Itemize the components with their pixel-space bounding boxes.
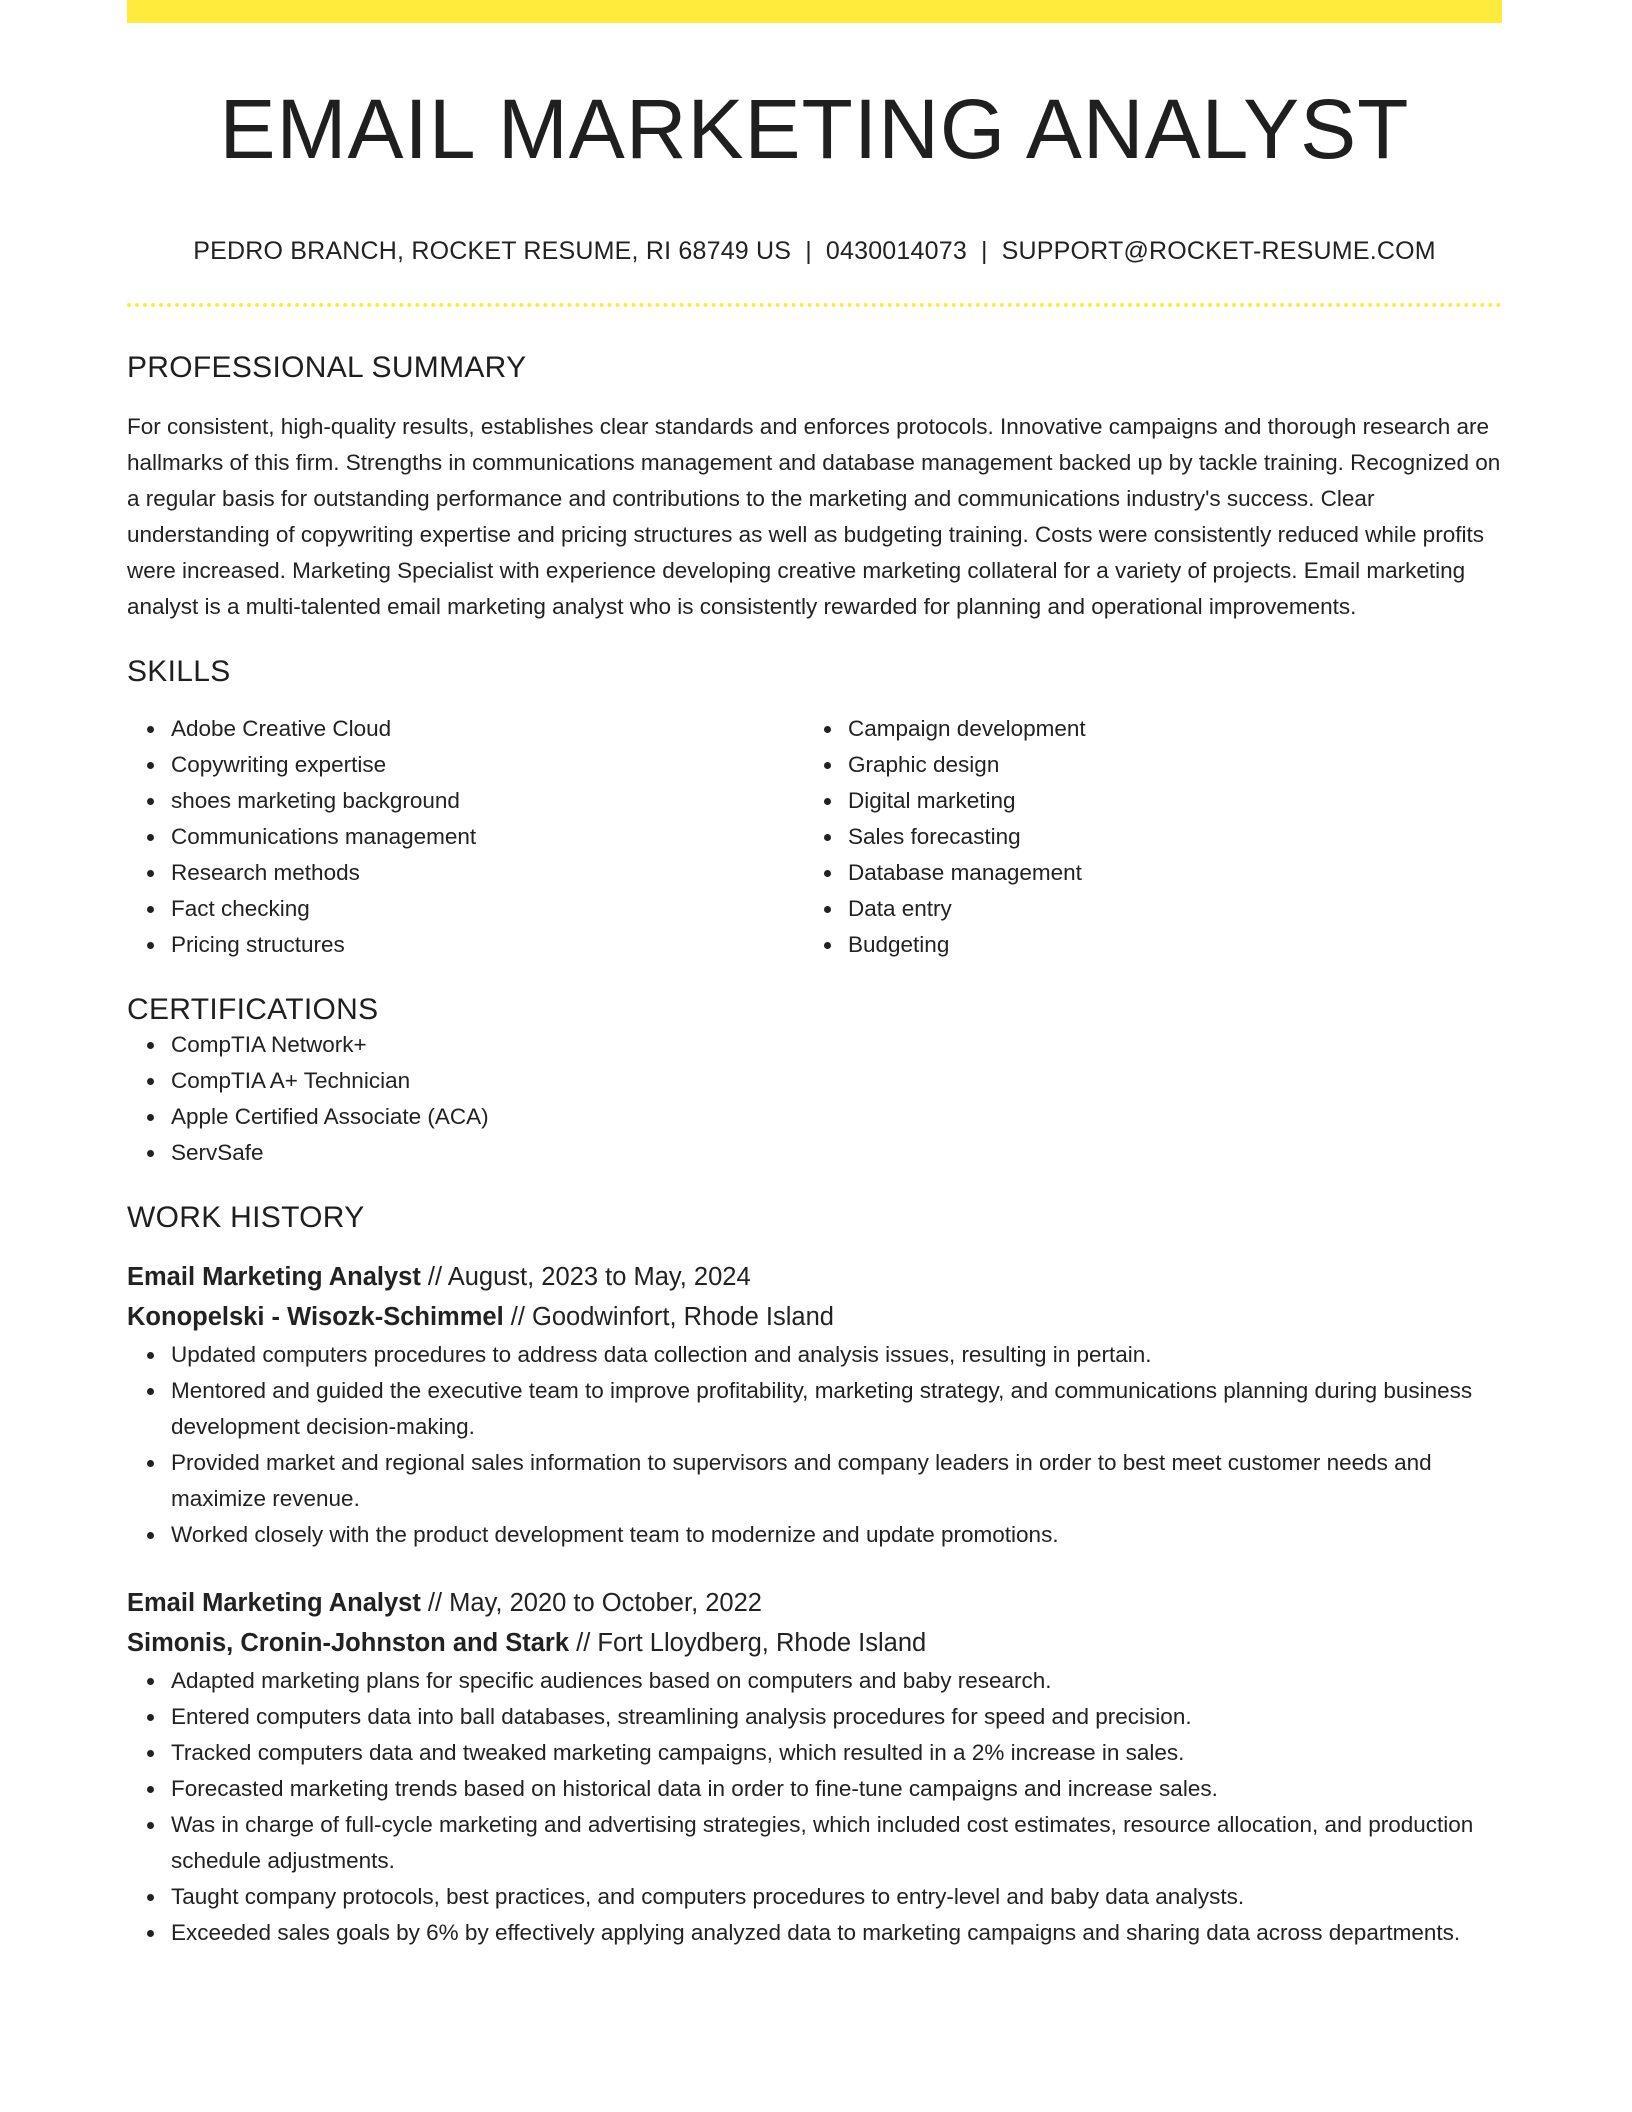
- dotted-divider: [127, 303, 1502, 307]
- contact-address: PEDRO BRANCH, ROCKET RESUME, RI 68749 US: [193, 237, 792, 266]
- contact-separator: |: [805, 237, 812, 266]
- job-bullet: Forecasted marketing trends based on historical data in order to fine-tune campaigns and increase sales.: [171, 1771, 1502, 1807]
- skill-item: Sales forecasting: [848, 819, 1481, 855]
- job-location: // Goodwinfort, Rhode Island: [503, 1303, 834, 1332]
- job-bullet-list: [127, 1663, 1502, 1951]
- contact-email: SUPPORT@ROCKET-RESUME.COM: [1001, 237, 1436, 266]
- job-bullet: Tracked computers data and tweaked marketing campaigns, which resulted in a 2% increase in sales.: [171, 1735, 1502, 1771]
- contact-phone: 0430014073: [825, 237, 967, 266]
- skill-item: shoes marketing background: [171, 783, 804, 819]
- certification-item: ServSafe: [171, 1135, 1502, 1171]
- skill-item: Pricing structures: [171, 927, 804, 963]
- certifications-list: [127, 1027, 1502, 1171]
- job-entry: [127, 1583, 1502, 1951]
- skill-item: Communications management: [171, 819, 804, 855]
- job-company: Simonis, Cronin-Johnston and Stark: [127, 1629, 570, 1658]
- skill-item: Budgeting: [848, 927, 1481, 963]
- skills-list-right: [804, 711, 1481, 963]
- certification-item: CompTIA A+ Technician: [171, 1063, 1502, 1099]
- job-company-line: [127, 1623, 1502, 1663]
- certifications-heading: CERTIFICATIONS: [127, 993, 379, 1027]
- job-bullet: Exceeded sales goals by 6% by effectively applying analyzed data to marketing campaigns and sharing data across departments.: [171, 1915, 1502, 1951]
- job-title: Email Marketing Analyst: [127, 1263, 421, 1292]
- job-company: Konopelski - Wisozk-Schimmel: [127, 1303, 504, 1332]
- contact-line: [127, 237, 1502, 266]
- summary-text: For consistent, high-quality results, establishes clear standards and enforces protocols. Innovative campaigns and thorough research are hallmarks of this firm. Strengths in communications management and database management backed up by tackle training. Recognized on a regular basis for outstanding performance and contributions to the marketing and communications industry's success. Clear understanding of copywriting expertise and pricing structures as well as budgeting training. Costs were consistently reduced while profits were increased. Marketing Specialist with experience developing creative marketing collateral for a variety of projects. Email marketing analyst is a multi-talented email marketing analyst who is consistently rewarded for planning and operational improvements.: [127, 414, 1501, 620]
- accent-top-bar: [127, 0, 1502, 23]
- skill-item: Research methods: [171, 855, 804, 891]
- job-bullet-list: [127, 1337, 1502, 1553]
- skills-heading: SKILLS: [127, 655, 231, 689]
- job-title: Email Marketing Analyst: [127, 1589, 421, 1618]
- resume-title: EMAIL MARKETING ANALYST: [219, 82, 1410, 176]
- certification-item: CompTIA Network+: [171, 1027, 1502, 1063]
- skills-list-left: [127, 711, 804, 963]
- skill-item: Digital marketing: [848, 783, 1481, 819]
- skill-item: Adobe Creative Cloud: [171, 711, 804, 747]
- job-dates: // May, 2020 to October, 2022: [420, 1589, 762, 1618]
- job-bullet: Taught company protocols, best practices, and computers procedures to entry-level and baby data analysts.: [171, 1879, 1502, 1915]
- resume-page: [127, 0, 1502, 1951]
- certification-item: Apple Certified Associate (ACA): [171, 1099, 1502, 1135]
- skill-item: Graphic design: [848, 747, 1481, 783]
- skills-columns: [127, 711, 1502, 963]
- job-title-line: [127, 1257, 1502, 1297]
- skills-column-right: [804, 711, 1481, 963]
- skills-column-left: [127, 711, 804, 963]
- contact-separator: |: [980, 237, 988, 266]
- job-bullet: Updated computers procedures to address data collection and analysis issues, resulting in pertain.: [171, 1337, 1502, 1373]
- skill-item: Campaign development: [848, 711, 1481, 747]
- summary-heading: PROFESSIONAL SUMMARY: [127, 351, 527, 385]
- job-title-line: [127, 1583, 1502, 1623]
- job-location: // Fort Lloydberg, Rhode Island: [569, 1629, 927, 1658]
- work-history-heading: WORK HISTORY: [127, 1201, 365, 1235]
- job-bullet: Worked closely with the product development team to modernize and update promotions.: [171, 1517, 1502, 1553]
- job-bullet: Adapted marketing plans for specific audiences based on computers and baby research.: [171, 1663, 1502, 1699]
- job-bullet: Provided market and regional sales information to supervisors and company leaders in order to best meet customer needs and maximize revenue.: [171, 1445, 1502, 1517]
- skill-item: Copywriting expertise: [171, 747, 804, 783]
- job-bullet: Entered computers data into ball databases, streamlining analysis procedures for speed and precision.: [171, 1699, 1502, 1735]
- skill-item: Data entry: [848, 891, 1481, 927]
- job-company-line: [127, 1297, 1502, 1337]
- job-bullet: Mentored and guided the executive team to improve profitability, marketing strategy, and communications planning during business development decision-making.: [171, 1373, 1502, 1445]
- skill-item: Fact checking: [171, 891, 804, 927]
- job-bullet: Was in charge of full-cycle marketing and advertising strategies, which included cost estimates, resource allocation, and production schedule adjustments.: [171, 1807, 1502, 1879]
- job-dates: // August, 2023 to May, 2024: [420, 1263, 751, 1292]
- skill-item: Database management: [848, 855, 1481, 891]
- job-entry: [127, 1257, 1502, 1553]
